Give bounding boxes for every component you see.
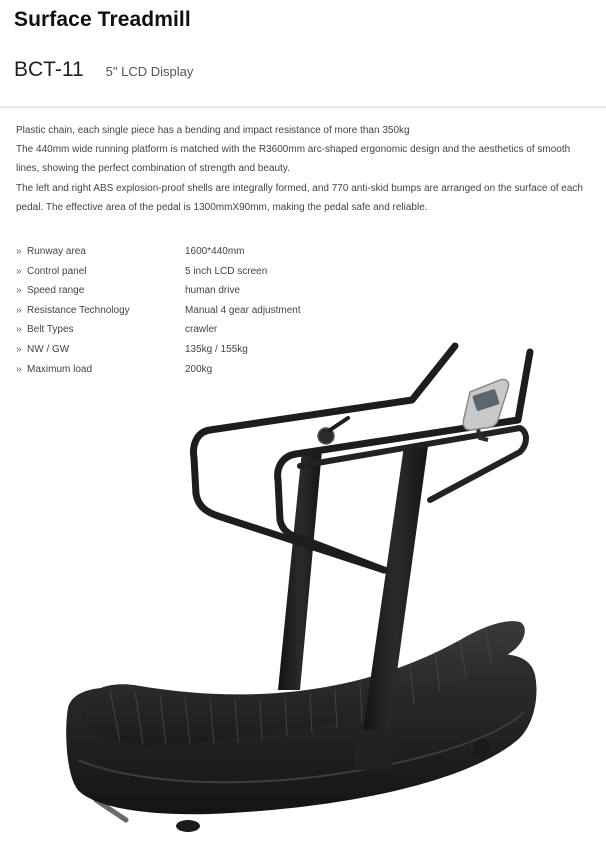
- front-wheel: [474, 739, 490, 757]
- display-spec: 5" LCD Display: [105, 64, 194, 79]
- spec-label: Resistance Technology: [27, 304, 130, 316]
- product-description: [16, 121, 588, 217]
- spec-label: NW / GW: [27, 343, 70, 355]
- rear-upright: [278, 450, 322, 690]
- spec-row: [16, 301, 301, 321]
- spec-row: [16, 281, 301, 301]
- spec-value: human drive: [185, 285, 241, 297]
- spec-bullet: »: [16, 285, 22, 297]
- spec-row: [16, 262, 301, 282]
- post-base: [352, 730, 396, 770]
- spec-value: 5 inch LCD screen: [185, 265, 268, 277]
- spec-row: [16, 320, 301, 340]
- spec-label: Control panel: [27, 265, 87, 277]
- spec-label: Belt Types: [27, 324, 74, 336]
- spec-bullet: »: [16, 324, 22, 336]
- model-number: BCT-11: [14, 58, 84, 81]
- spec-value: crawler: [185, 324, 218, 336]
- description-paragraph: The left and right ABS explosion-proof shells are integrally formed, and 770 anti-skid bumps are arranged on the surface of each pedal. The effective area of the pedal is 1300mmX90mm, making the pedal safe and reliable.: [16, 182, 583, 213]
- spec-bullet: »: [16, 343, 22, 355]
- treadmill-image: [40, 340, 580, 840]
- description-paragraph: The 440mm wide running platform is matched with the R3600mm arc-shaped ergonomic design and the aesthetics of smooth lines, showing the perfect combination of strength and beauty.: [16, 144, 571, 175]
- knob-lever: [330, 418, 348, 430]
- spec-label: Maximum load: [27, 363, 93, 375]
- spec-label: Speed range: [27, 285, 85, 297]
- spec-label: Runway area: [27, 246, 86, 257]
- spec-value: Manual 4 gear adjustment: [185, 304, 301, 316]
- spec-row: [16, 242, 301, 262]
- spec-bullet: »: [16, 246, 22, 257]
- spec-bullet: »: [16, 363, 22, 375]
- spec-bullet: »: [16, 304, 22, 316]
- description-paragraph: Plastic chain, each single piece has a bending and impact resistance of more than 350kg: [16, 125, 410, 136]
- product-title: Surface Treadmill: [14, 8, 191, 31]
- spec-value: 200kg: [185, 363, 213, 375]
- header-divider: [0, 106, 606, 109]
- rear-foot: [176, 820, 200, 832]
- spec-value: 135kg / 155kg: [185, 343, 248, 355]
- spec-value: 1600*440mm: [185, 246, 245, 257]
- model-row: [14, 58, 193, 82]
- spec-bullet: »: [16, 265, 22, 277]
